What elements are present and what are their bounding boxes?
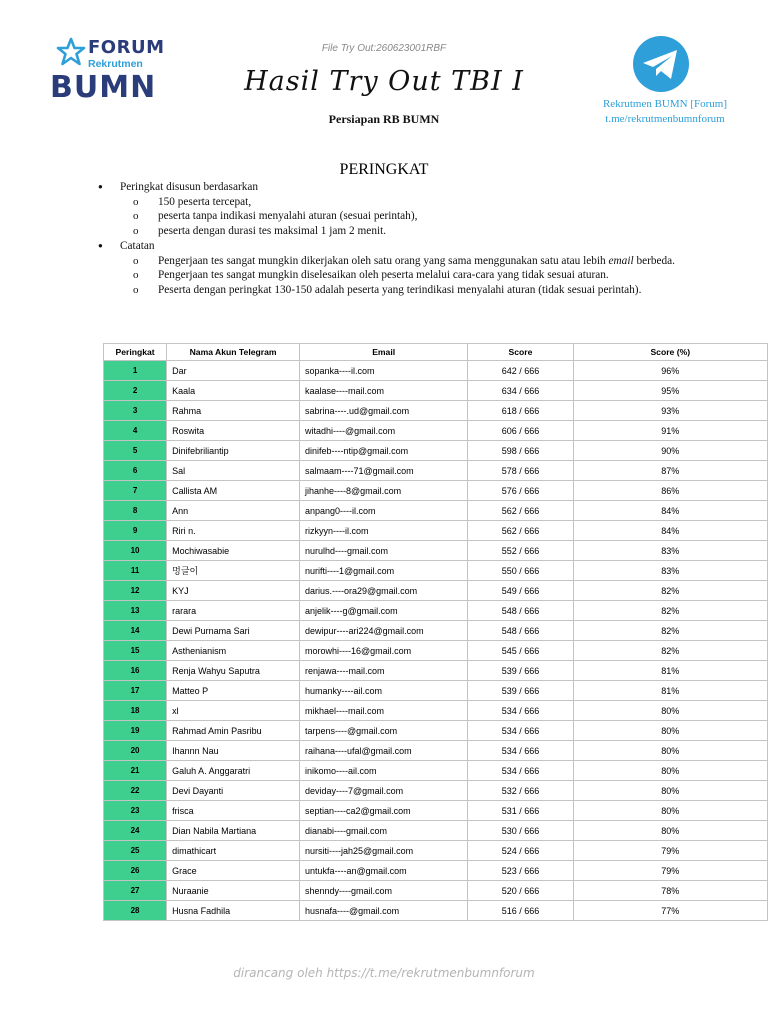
cell-email: renjawa----mail.com: [299, 661, 467, 681]
cell-score-pct: 95%: [573, 381, 767, 401]
cell-score: 539 / 666: [468, 661, 573, 681]
note-bullet-criteria: ● Peringkat disusun berdasarkan: [98, 180, 678, 195]
cell-telegram-name: Sal: [167, 461, 300, 481]
cell-score-pct: 84%: [573, 521, 767, 541]
cell-score-pct: 81%: [573, 681, 767, 701]
cell-rank: 2: [104, 381, 167, 401]
cell-email: septian----ca2@gmail.com: [299, 801, 467, 821]
table-row: [104, 701, 768, 721]
table-row: [104, 741, 768, 761]
cell-rank: 15: [104, 641, 167, 661]
cell-score: 516 / 666: [468, 901, 573, 921]
cell-rank: 25: [104, 841, 167, 861]
cell-rank: 20: [104, 741, 167, 761]
document-subtitle: Persiapan RB BUMN: [328, 112, 440, 126]
cell-telegram-name: Matteo P: [167, 681, 300, 701]
table-header-row: [104, 344, 768, 361]
cell-score: 552 / 666: [468, 541, 573, 561]
cell-rank: 17: [104, 681, 167, 701]
cell-telegram-name: Roswita: [167, 421, 300, 441]
cell-score: 534 / 666: [468, 701, 573, 721]
cell-score: 532 / 666: [468, 781, 573, 801]
cell-score: 548 / 666: [468, 621, 573, 641]
note-text: Pengerjaan tes sangat mungkin dikerjakan oleh satu orang yang sama menggunakan satu atau lebih: [158, 254, 606, 267]
cell-score-pct: 87%: [573, 461, 767, 481]
cell-score-pct: 93%: [573, 401, 767, 421]
cell-telegram-name: Dar: [167, 361, 300, 381]
cell-email: nurifti----1@gmail.com: [299, 561, 467, 581]
cell-email: mikhael----mail.com: [299, 701, 467, 721]
table-row: [104, 601, 768, 621]
cell-rank: 7: [104, 481, 167, 501]
table-row: [104, 861, 768, 881]
cell-score-pct: 80%: [573, 781, 767, 801]
cell-rank: 3: [104, 401, 167, 421]
section-title: PERINGKAT: [339, 161, 429, 178]
cell-score: 642 / 666: [468, 361, 573, 381]
cell-telegram-name: Husna Fadhila: [167, 901, 300, 921]
note-catatan-item: o Peserta dengan peringkat 130-150 adalah peserta yang terindikasi menyalahi aturan (tidak sesuai perintah).: [98, 283, 678, 298]
cell-telegram-name: Grace: [167, 861, 300, 881]
cell-rank: 10: [104, 541, 167, 561]
telegram-channel-name: Rekrutmen BUMN [Forum]: [602, 98, 728, 110]
cell-rank: 24: [104, 821, 167, 841]
table-row: [104, 361, 768, 381]
cell-score: 531 / 666: [468, 801, 573, 821]
cell-email: raihana----ufal@gmail.com: [299, 741, 467, 761]
cell-score: 534 / 666: [468, 761, 573, 781]
cell-score-pct: 80%: [573, 721, 767, 741]
cell-email: jihanhe----8@gmail.com: [299, 481, 467, 501]
cell-email: morowhi----16@gmail.com: [299, 641, 467, 661]
cell-score-pct: 81%: [573, 661, 767, 681]
table-row: [104, 501, 768, 521]
logo-text-rekrutmen: Rekrutmen: [88, 58, 143, 70]
cell-score: 550 / 666: [468, 561, 573, 581]
cell-email: dinifeb----ntip@gmail.com: [299, 441, 467, 461]
table-row: [104, 641, 768, 661]
cell-email: dewipur----ari224@gmail.com: [299, 621, 467, 641]
cell-score: 598 / 666: [468, 441, 573, 461]
cell-score: 606 / 666: [468, 421, 573, 441]
table-row: [104, 781, 768, 801]
cell-telegram-name: Kaala: [167, 381, 300, 401]
cell-score: 576 / 666: [468, 481, 573, 501]
cell-score: 618 / 666: [468, 401, 573, 421]
cell-telegram-name: xl: [167, 701, 300, 721]
cell-rank: 11: [104, 561, 167, 581]
cell-email: husnafa----@gmail.com: [299, 901, 467, 921]
note-criteria-item: o peserta tanpa indikasi menyalahi aturan (sesuai perintah),: [98, 209, 678, 224]
cell-email: salmaam----71@gmail.com: [299, 461, 467, 481]
column-header-score: Score: [468, 344, 573, 361]
cell-rank: 18: [104, 701, 167, 721]
cell-rank: 5: [104, 441, 167, 461]
cell-rank: 26: [104, 861, 167, 881]
cell-score-pct: 84%: [573, 501, 767, 521]
cell-score-pct: 80%: [573, 761, 767, 781]
cell-telegram-name: Dinifebriliantip: [167, 441, 300, 461]
cell-score-pct: 79%: [573, 861, 767, 881]
logo-text-forum: FORUM: [88, 37, 165, 58]
cell-email: shenndy----gmail.com: [299, 881, 467, 901]
cell-rank: 9: [104, 521, 167, 541]
cell-score: 562 / 666: [468, 521, 573, 541]
cell-email: tarpens----@gmail.com: [299, 721, 467, 741]
table-row: [104, 441, 768, 461]
cell-email: anjelik----g@gmail.com: [299, 601, 467, 621]
cell-score: 524 / 666: [468, 841, 573, 861]
cell-email: humanky----ail.com: [299, 681, 467, 701]
telegram-icon: [628, 34, 694, 94]
cell-score: 539 / 666: [468, 681, 573, 701]
cell-rank: 1: [104, 361, 167, 381]
cell-telegram-name: Devi Dayanti: [167, 781, 300, 801]
cell-rank: 27: [104, 881, 167, 901]
cell-email: witadhi----@gmail.com: [299, 421, 467, 441]
cell-score-pct: 83%: [573, 561, 767, 581]
cell-score-pct: 86%: [573, 481, 767, 501]
table-row: [104, 801, 768, 821]
cell-telegram-name: frisca: [167, 801, 300, 821]
cell-telegram-name: rarara: [167, 601, 300, 621]
cell-score-pct: 80%: [573, 741, 767, 761]
ranking-notes: [98, 180, 678, 298]
cell-rank: 13: [104, 601, 167, 621]
table-row: [104, 821, 768, 841]
cell-telegram-name: Mochiwasabie: [167, 541, 300, 561]
column-header-score-pct: Score (%): [573, 344, 767, 361]
cell-rank: 6: [104, 461, 167, 481]
cell-email: nurulhd----gmail.com: [299, 541, 467, 561]
cell-email: untukfa----an@gmail.com: [299, 861, 467, 881]
column-header-email: Email: [299, 344, 467, 361]
table-row: [104, 661, 768, 681]
cell-email: nursiti----jah25@gmail.com: [299, 841, 467, 861]
cell-email: inikomo----ail.com: [299, 761, 467, 781]
document-title: Hasil Try Out TBI I: [244, 66, 524, 97]
cell-score-pct: 79%: [573, 841, 767, 861]
note-catatan-item: [98, 254, 678, 269]
cell-telegram-name: KYJ: [167, 581, 300, 601]
table-row: [104, 621, 768, 641]
cell-score-pct: 96%: [573, 361, 767, 381]
cell-telegram-name: Rahma: [167, 401, 300, 421]
cell-score-pct: 91%: [573, 421, 767, 441]
cell-score-pct: 77%: [573, 901, 767, 921]
table-row: [104, 901, 768, 921]
cell-telegram-name: Rahmad Amin Pasribu: [167, 721, 300, 741]
note-text-italic: email: [608, 254, 634, 267]
cell-score: 578 / 666: [468, 461, 573, 481]
cell-rank: 22: [104, 781, 167, 801]
cell-score: 549 / 666: [468, 581, 573, 601]
table-row: [104, 561, 768, 581]
cell-email: sopanka----il.com: [299, 361, 467, 381]
cell-email: sabrina----.ud@gmail.com: [299, 401, 467, 421]
cell-score-pct: 82%: [573, 581, 767, 601]
file-id: File Try Out:260623001RBF: [321, 43, 447, 54]
telegram-channel-link[interactable]: t.me/rekrutmenbumnforum: [605, 113, 725, 125]
cell-telegram-name: Galuh A. Anggaratri: [167, 761, 300, 781]
table-row: [104, 881, 768, 901]
cell-telegram-name: Riri n.: [167, 521, 300, 541]
cell-score-pct: 83%: [573, 541, 767, 561]
table-row: [104, 401, 768, 421]
cell-email: rizkyyn----il.com: [299, 521, 467, 541]
cell-score-pct: 80%: [573, 701, 767, 721]
cell-rank: 8: [104, 501, 167, 521]
cell-score-pct: 78%: [573, 881, 767, 901]
note-criteria-item: o 150 peserta tercepat,: [98, 195, 678, 210]
cell-telegram-name: Callista AM: [167, 481, 300, 501]
cell-score-pct: 80%: [573, 821, 767, 841]
table-row: [104, 381, 768, 401]
note-text: berbeda.: [636, 254, 676, 267]
cell-score: 634 / 666: [468, 381, 573, 401]
cell-telegram-name: Dian Nabila Martiana: [167, 821, 300, 841]
cell-telegram-name: Nuraanie: [167, 881, 300, 901]
table-row: [104, 481, 768, 501]
cell-telegram-name: Ihannn Nau: [167, 741, 300, 761]
cell-score: 530 / 666: [468, 821, 573, 841]
cell-telegram-name: dimathicart: [167, 841, 300, 861]
cell-rank: 4: [104, 421, 167, 441]
note-bullet-catatan: ● Catatan: [98, 239, 678, 254]
cell-score: 548 / 666: [468, 601, 573, 621]
table-row: [104, 841, 768, 861]
table-row: [104, 461, 768, 481]
cell-score-pct: 82%: [573, 621, 767, 641]
cell-telegram-name: Asthenianism: [167, 641, 300, 661]
cell-score: 545 / 666: [468, 641, 573, 661]
cell-score-pct: 82%: [573, 601, 767, 621]
cell-email: deviday----7@gmail.com: [299, 781, 467, 801]
cell-score: 520 / 666: [468, 881, 573, 901]
cell-rank: 14: [104, 621, 167, 641]
cell-score-pct: 90%: [573, 441, 767, 461]
cell-telegram-name: Ann: [167, 501, 300, 521]
ranking-table: [103, 343, 768, 921]
cell-telegram-name: 멍글이: [167, 561, 300, 581]
cell-email: kaalase----mail.com: [299, 381, 467, 401]
note-catatan-item: o Pengerjaan tes sangat mungkin diselesaikan oleh peserta melalui cara-cara yang tidak sesuai aturan.: [98, 268, 678, 283]
cell-score-pct: 80%: [573, 801, 767, 821]
cell-email: darius.----ora29@gmail.com: [299, 581, 467, 601]
cell-telegram-name: Renja Wahyu Saputra: [167, 661, 300, 681]
cell-rank: 12: [104, 581, 167, 601]
table-body: [104, 361, 768, 921]
cell-rank: 19: [104, 721, 167, 741]
cell-rank: 16: [104, 661, 167, 681]
cell-score: 523 / 666: [468, 861, 573, 881]
table-row: [104, 581, 768, 601]
cell-email: dianabi----gmail.com: [299, 821, 467, 841]
table-row: [104, 541, 768, 561]
table-row: [104, 681, 768, 701]
table-row: [104, 721, 768, 741]
cell-rank: 23: [104, 801, 167, 821]
logo-text-bumn: BUMN: [50, 70, 157, 105]
note-criteria-item: o peserta dengan durasi tes maksimal 1 jam 2 menit.: [98, 224, 678, 239]
column-header-name: Nama Akun Telegram: [167, 344, 300, 361]
cell-score: 534 / 666: [468, 741, 573, 761]
table-row: [104, 521, 768, 541]
cell-score-pct: 82%: [573, 641, 767, 661]
cell-score: 562 / 666: [468, 501, 573, 521]
cell-telegram-name: Dewi Purnama Sari: [167, 621, 300, 641]
cell-rank: 21: [104, 761, 167, 781]
cell-score: 534 / 666: [468, 721, 573, 741]
table-row: [104, 761, 768, 781]
cell-rank: 28: [104, 901, 167, 921]
footer-credit: dirancang oleh https://t.me/rekrutmenbumnforum: [233, 966, 535, 980]
cell-email: anpang0----il.com: [299, 501, 467, 521]
column-header-rank: Peringkat: [104, 344, 167, 361]
table-row: [104, 421, 768, 441]
